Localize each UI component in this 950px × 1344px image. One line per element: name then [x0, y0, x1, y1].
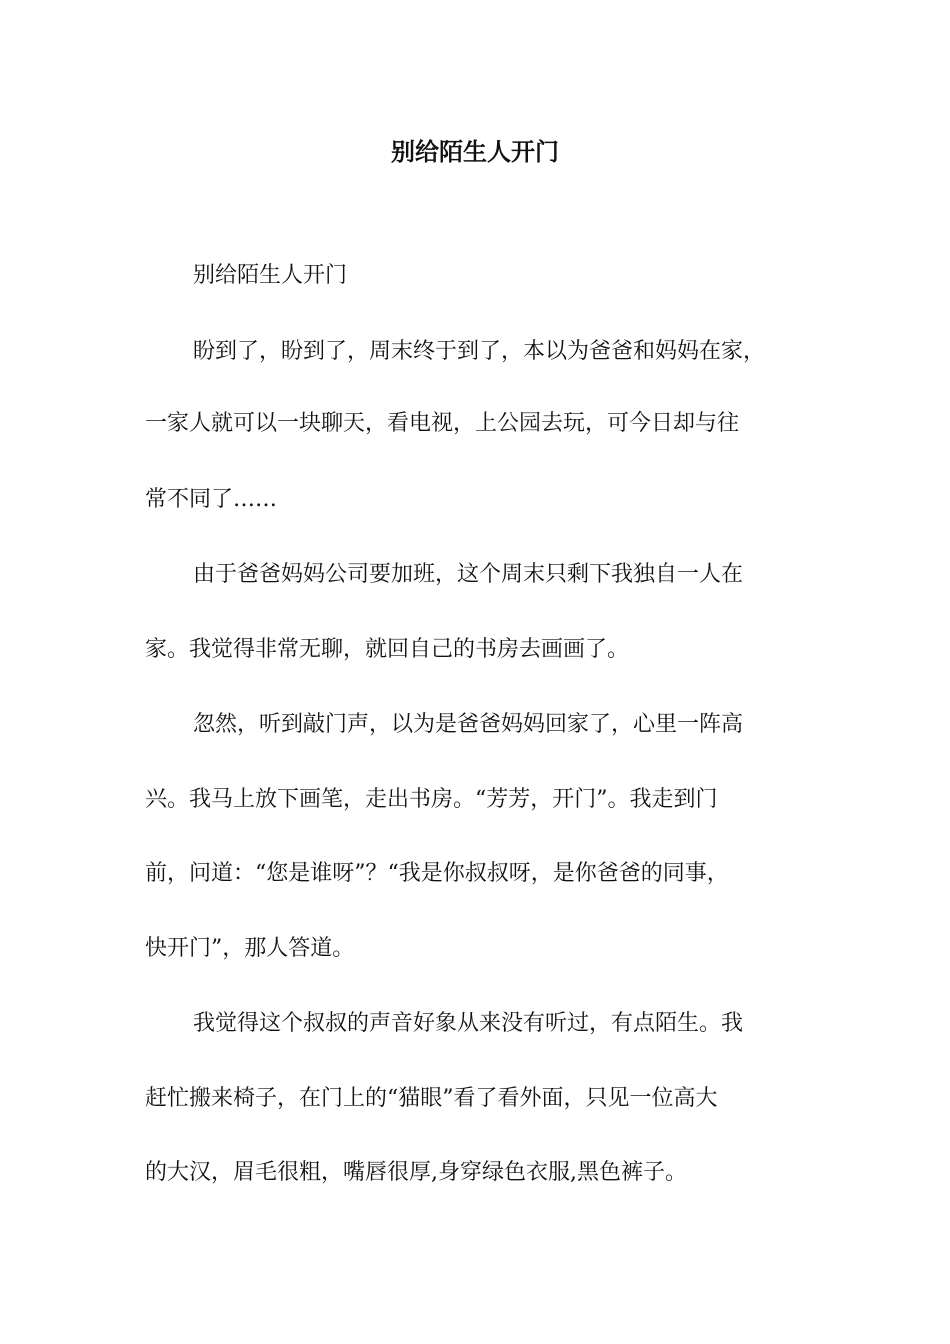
- paragraph-heading: 别给陌生人开门: [193, 263, 348, 288]
- paragraph-4-line-1: 我觉得这个叔叔的声音好象从来没有听过，有点陌生。我: [193, 1011, 744, 1036]
- paragraph-4-line-3: 的大汉，眉毛很粗，嘴唇很厚,身穿绿色衣服,黑色裤子。: [145, 1160, 687, 1185]
- document-title: 别给陌生人开门: [391, 137, 559, 166]
- paragraph-1-line-2: 一家人就可以一块聊天，看电视，上公园去玩，可今日却与往: [145, 411, 740, 436]
- paragraph-2-line-1: 由于爸爸妈妈公司要加班，这个周末只剩下我独自一人在: [193, 562, 744, 587]
- paragraph-4-line-2: 赶忙搬来椅子，在门上的“猫眼”看了看外面，只见一位高大: [145, 1086, 718, 1111]
- paragraph-1-line-3: 常不同了……: [145, 487, 278, 512]
- paragraph-2-line-2: 家。我觉得非常无聊，就回自己的书房去画画了。: [145, 637, 630, 662]
- paragraph-3-line-1: 忽然，听到敲门声，以为是爸爸妈妈回家了，心里一阵高: [193, 712, 744, 737]
- paragraph-3-line-4: 快开门”，那人答道。: [145, 936, 355, 961]
- paragraph-3-line-2: 兴。我马上放下画笔，走出书房。“芳芳，开门”。我走到门: [145, 787, 718, 812]
- paragraph-1-line-1: 盼到了，盼到了，周末终于到了，本以为爸爸和妈妈在家，: [193, 339, 766, 364]
- paragraph-3-line-3: 前，问道：“您是谁呀”？“我是你叔叔呀，是你爸爸的同事，: [145, 861, 729, 886]
